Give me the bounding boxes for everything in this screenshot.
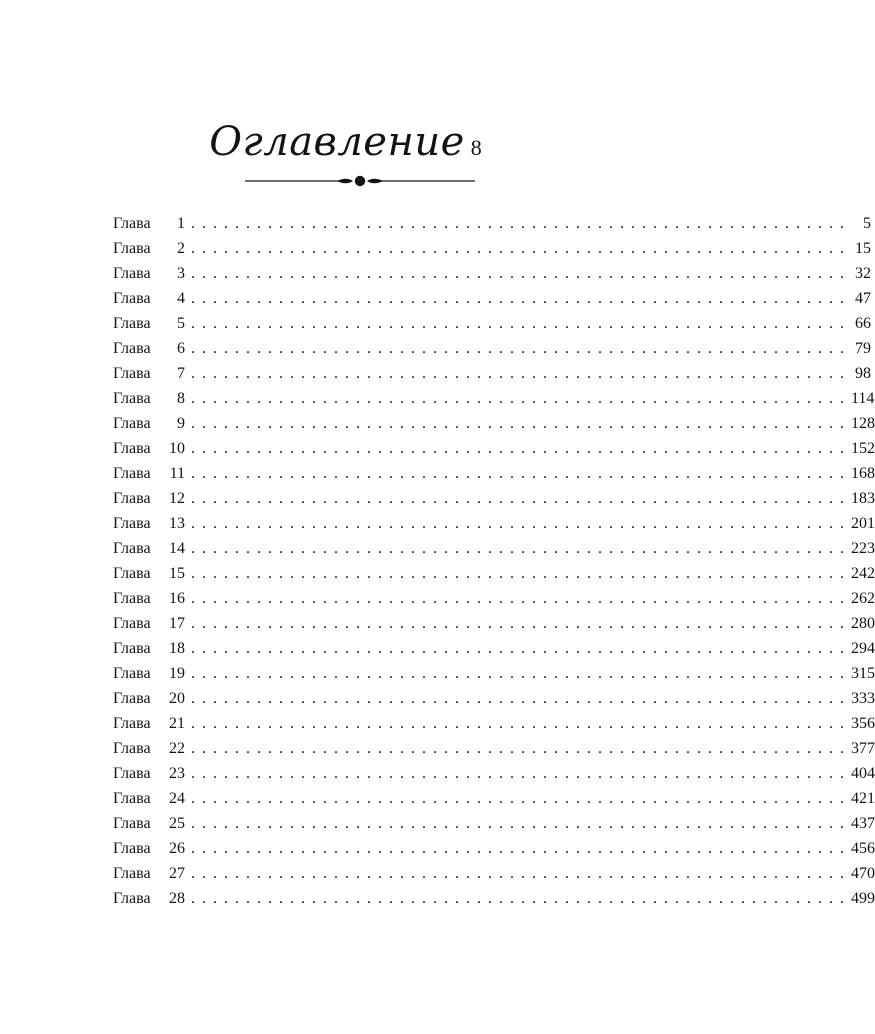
toc-entry-word: Глава [113,315,151,332]
toc-dot-leader: ............................................................ [191,740,851,757]
toc-entry-15[interactable] [113,561,875,586]
toc-entry-4[interactable] [113,286,871,311]
toc-entry-page: 421 [851,790,875,807]
toc-entry-label [113,761,185,786]
toc-entry-number: 5 [177,315,185,332]
toc-entry-25[interactable] [113,811,875,836]
page-title-suffix: 8 [470,135,482,160]
toc-entry-word: Глава [113,690,151,707]
toc-entry-label [113,461,185,486]
toc-entry-10[interactable] [113,436,875,461]
toc-entry-word: Глава [113,440,151,457]
toc-entry-word: Глава [113,515,151,532]
toc-entry-word: Глава [113,840,151,857]
toc-entry-page: 15 [855,240,871,257]
toc-entry-label [113,211,185,236]
toc-entry-19[interactable] [113,661,875,686]
toc-entry-page: 377 [851,740,875,757]
toc-entry-page: 183 [851,490,875,507]
toc-dot-leader: ............................................................ [191,415,851,432]
toc-entry-page: 201 [851,515,875,532]
toc-entry-page: 437 [851,815,875,832]
toc-entry-label [113,686,185,711]
toc-entry-word: Глава [113,815,151,832]
toc-entry-label [113,261,185,286]
toc-entry-7[interactable] [113,361,871,386]
toc-entry-word: Глава [113,640,151,657]
toc-entry-word: Глава [113,265,151,282]
toc-entry-label [113,861,185,886]
toc-dot-leader: ............................................................ [191,665,851,682]
toc-entry-number: 2 [177,240,185,257]
toc-dot-leader: ............................................................ [191,490,851,507]
toc-entry-number: 27 [169,865,185,882]
toc-entry-page: 294 [851,640,875,657]
toc-entry-label [113,786,185,811]
toc-dot-leader: ............................................................ [191,440,851,457]
toc-entry-17[interactable] [113,611,875,636]
toc-entry-label [113,811,185,836]
toc-entry-number: 18 [169,640,185,657]
toc-dot-leader: ............................................................ [191,815,851,832]
toc-entry-page: 333 [851,690,875,707]
toc-entry-11[interactable] [113,461,875,486]
divider-ornament-icon [245,170,475,192]
toc-entry-page: 114 [851,390,875,407]
toc-entry-page: 404 [851,765,875,782]
toc-entry-21[interactable] [113,711,875,736]
toc-entry-word: Глава [113,415,151,432]
page-title-block [0,112,691,172]
toc-entry-page: 242 [851,565,875,582]
toc-entry-label [113,386,185,411]
toc-entry-28[interactable] [113,886,875,911]
toc-entry-6[interactable] [113,336,871,361]
toc-entry-number: 10 [169,440,185,457]
toc-entry-number: 23 [169,765,185,782]
toc-dot-leader: ............................................................ [191,565,851,582]
toc-dot-leader: ............................................................ [191,515,851,532]
toc-entry-page: 356 [851,715,875,732]
toc-dot-leader: ............................................................ [191,615,851,632]
toc-entry-26[interactable] [113,836,875,861]
toc-entry-label [113,436,185,461]
toc-entry-12[interactable] [113,486,875,511]
toc-dot-leader: ............................................................ [191,390,851,407]
toc-entry-page: 5 [863,215,871,232]
toc-entry-number: 1 [177,215,185,232]
toc-dot-leader: ............................................................ [191,315,851,332]
toc-entry-label [113,636,185,661]
toc-dot-leader: ............................................................ [191,290,851,307]
toc-entry-number: 22 [169,740,185,757]
toc-entry-word: Глава [113,565,151,582]
toc-entry-3[interactable] [113,261,871,286]
toc-entry-word: Глава [113,740,151,757]
toc-entry-label [113,511,185,536]
toc-entry-page: 128 [851,415,875,432]
toc-entry-label [113,411,185,436]
toc-entry-label [113,836,185,861]
toc-entry-1[interactable] [113,211,871,236]
toc-entry-word: Глава [113,215,151,232]
toc-entry-page: 262 [851,590,875,607]
toc-entry-word: Глава [113,615,151,632]
toc-entry-word: Глава [113,465,151,482]
toc-entry-page: 499 [851,890,875,907]
toc-entry-page: 79 [855,340,871,357]
toc-entry-page: 98 [855,365,871,382]
toc-entry-label [113,561,185,586]
toc-entry-label [113,286,185,311]
toc-entry-18[interactable] [113,636,875,661]
toc-dot-leader: ............................................................ [191,240,851,257]
toc-entry-number: 6 [177,340,185,357]
toc-entry-22[interactable] [113,736,875,761]
toc-dot-leader: ............................................................ [191,840,851,857]
page-title: Оглавление [209,119,465,165]
toc-entry-word: Глава [113,715,151,732]
toc-entry-2[interactable] [113,236,871,261]
toc-entry-word: Глава [113,890,151,907]
toc-dot-leader: ............................................................ [191,340,851,357]
toc-entry-number: 13 [169,515,185,532]
toc-entry-word: Глава [113,590,151,607]
toc-entry-14[interactable] [113,536,875,561]
toc-entry-label [113,661,185,686]
toc-dot-leader: ............................................................ [191,265,851,282]
toc-entry-word: Глава [113,240,151,257]
toc-entry-16[interactable] [113,586,875,611]
toc-entry-number: 15 [169,565,185,582]
toc-entry-word: Глава [113,790,151,807]
toc-entry-23[interactable] [113,761,875,786]
toc-entry-number: 14 [169,540,185,557]
toc-dot-leader: ............................................................ [191,590,851,607]
toc-entry-page: 47 [855,290,871,307]
toc-entry-number: 16 [169,590,185,607]
toc-entry-page: 152 [851,440,875,457]
toc-entry-label [113,736,185,761]
toc-entry-page: 168 [851,465,875,482]
toc-entry-number: 9 [177,415,185,432]
toc-entry-27[interactable] [113,861,875,886]
toc-dot-leader: ............................................................ [191,365,851,382]
toc-entry-page: 470 [851,865,875,882]
toc-entry-label [113,311,185,336]
toc-entry-number: 21 [169,715,185,732]
toc-entry-number: 28 [169,890,185,907]
toc-dot-leader: ............................................................ [191,690,851,707]
toc-dot-leader: ............................................................ [191,540,851,557]
toc-entry-page: 280 [851,615,875,632]
toc-entry-label [113,611,185,636]
toc-dot-leader: ............................................................ [191,215,851,232]
toc-entry-word: Глава [113,365,151,382]
toc-entry-20[interactable] [113,686,875,711]
toc-dot-leader: ............................................................ [191,640,851,657]
toc-dot-leader: ............................................................ [191,715,851,732]
toc-entry-label [113,586,185,611]
toc-entry-word: Глава [113,340,151,357]
toc-dot-leader: ............................................................ [191,465,851,482]
toc-entry-number: 11 [169,465,185,482]
toc-entry-label [113,711,185,736]
toc-entry-word: Глава [113,540,151,557]
toc-entry-number: 4 [177,290,185,307]
toc-entry-13[interactable] [113,511,875,536]
table-of-contents [113,211,875,911]
toc-entry-label [113,886,185,911]
toc-entry-8[interactable] [113,386,875,411]
toc-entry-word: Глава [113,765,151,782]
toc-entry-word: Глава [113,665,151,682]
toc-entry-label [113,361,185,386]
toc-entry-word: Глава [113,290,151,307]
toc-entry-number: 26 [169,840,185,857]
toc-entry-page: 315 [851,665,875,682]
toc-entry-number: 19 [169,665,185,682]
toc-dot-leader: ............................................................ [191,865,851,882]
toc-entry-number: 25 [169,815,185,832]
toc-entry-number: 12 [169,490,185,507]
toc-dot-leader: ............................................................ [191,890,851,907]
toc-entry-page: 223 [851,540,875,557]
toc-entry-label [113,336,185,361]
toc-entry-number: 24 [169,790,185,807]
toc-entry-number: 8 [177,390,185,407]
toc-entry-word: Глава [113,390,151,407]
toc-entry-word: Глава [113,865,151,882]
toc-entry-label [113,536,185,561]
toc-entry-5[interactable] [113,311,871,336]
toc-entry-page: 456 [851,840,875,857]
toc-entry-page: 32 [855,265,871,282]
toc-dot-leader: ............................................................ [191,765,851,782]
toc-entry-label [113,486,185,511]
toc-entry-number: 20 [169,690,185,707]
toc-entry-label [113,236,185,261]
toc-entry-9[interactable] [113,411,875,436]
toc-entry-number: 7 [177,365,185,382]
toc-entry-number: 3 [177,265,185,282]
toc-entry-24[interactable] [113,786,875,811]
toc-dot-leader: ............................................................ [191,790,851,807]
toc-entry-page: 66 [855,315,871,332]
toc-entry-word: Глава [113,490,151,507]
toc-entry-number: 17 [169,615,185,632]
